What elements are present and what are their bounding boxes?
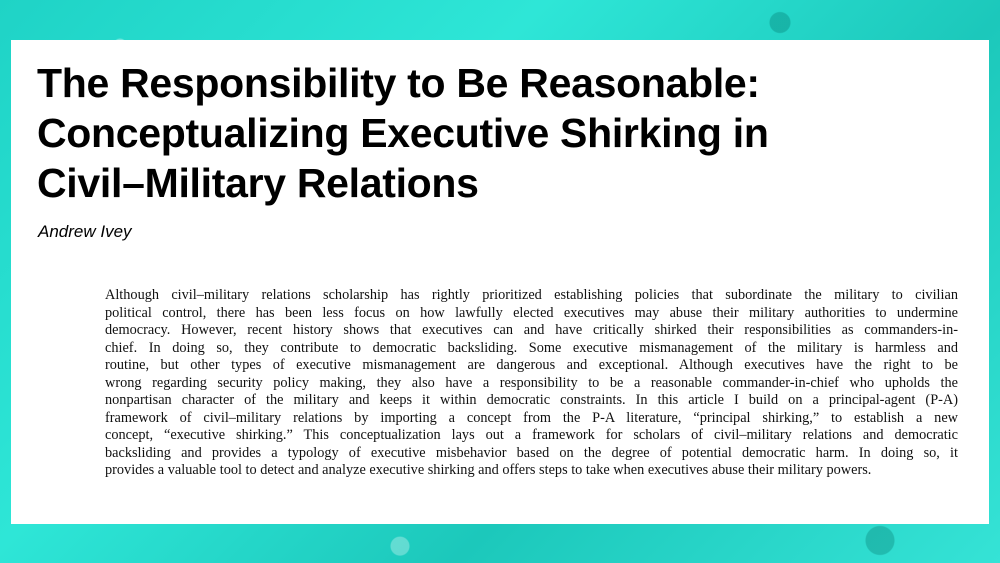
abstract <box>105 287 958 480</box>
abstract-line: Although civil–military relations scholarship has rightly prioritized establishing policies that subordinate the military to civilian <box>105 287 958 303</box>
abstract-line: chief. In doing so, they contribute to democratic backsliding. Some executive mismanagement of the military is harmless and <box>105 339 958 356</box>
abstract-line: democracy. However, recent history shows that executives can and have critically shirked their responsibilities as commanders-in- <box>105 322 958 338</box>
abstract-line: concept, “executive shirking.” This conceptualization lays out a framework for scholars of civil–military relations and democratic <box>105 427 958 443</box>
article-page <box>11 40 989 524</box>
abstract-line: political control, there has been less focus on how lawfully elected executives may abuse their military authorities to undermine <box>105 304 958 321</box>
abstract-line: framework of civil–military relations by importing a concept from the P-A literature, “principal shirking,” to establish a new <box>105 409 958 426</box>
abstract-line: backsliding and provides a typology of executive misbehavior based on the degree of potential democratic harm. In doing so, it <box>105 444 958 461</box>
author-name: Andrew Ivey <box>38 222 132 241</box>
abstract-line: routine, but other types of executive mismanagement are dangerous and exceptional. Although executives have the right to be <box>105 357 958 373</box>
title-line: The Responsibility to Be Reasonable: <box>37 60 760 106</box>
abstract-line: provides a valuable tool to detect and analyze executive shirking and offers steps to take when executives abuse their military powers. <box>105 462 872 478</box>
abstract-line: wrong regarding security policy making, they also have a responsibility to be a reasonable commander-in-chief who upholds the <box>105 374 958 391</box>
article-title <box>37 58 957 208</box>
abstract-line: nonpartisan character of the military and keeps it within democratic constraints. In this article I build on a principal-agent (P-A) <box>105 392 958 408</box>
title-line: Civil–Military Relations <box>37 160 479 206</box>
title-line: Conceptualizing Executive Shirking in <box>37 110 769 156</box>
